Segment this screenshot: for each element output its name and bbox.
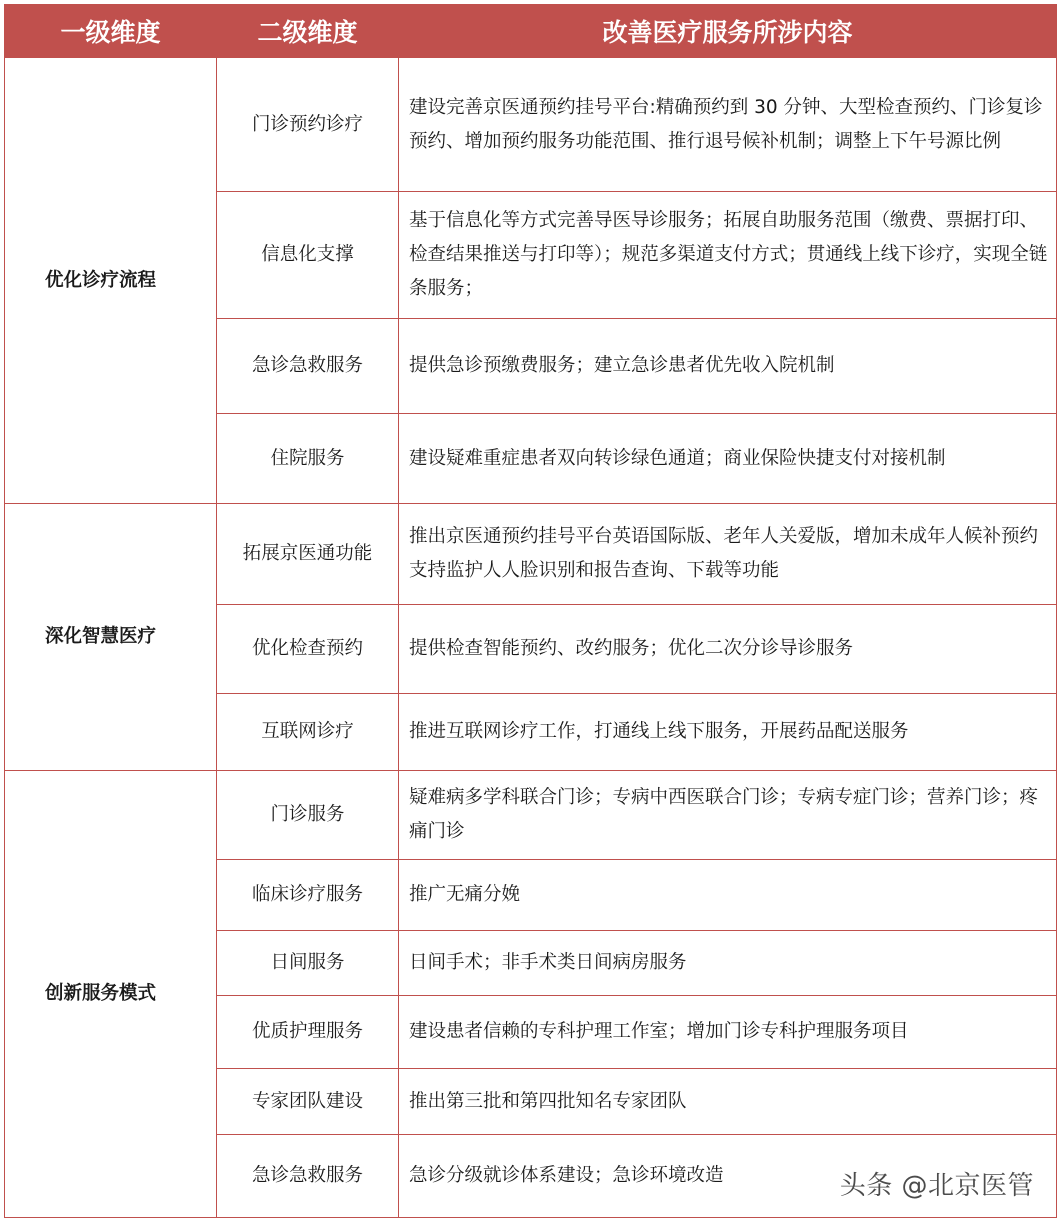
level2-cell: 住院服务 — [217, 414, 399, 504]
content-cell — [399, 694, 1057, 771]
content-text: 提供急诊预缴费服务；建立急诊患者优先收入院机制 — [409, 355, 835, 376]
content-text: 建设完善京医通预约挂号平台:精确预约到 30 分钟、大型检查预约、门诊复诊预约、增加预约服务功能范围、推行退号候补机制；调整上下午号源比例 — [409, 96, 1043, 152]
level2-cell: 互联网诊疗 — [217, 694, 399, 771]
level2-cell: 拓展京医通功能 — [217, 504, 399, 605]
header-row — [5, 5, 1057, 58]
header-level2: 二级维度 — [217, 5, 399, 58]
header-content: 改善医疗服务所涉内容 — [399, 5, 1057, 58]
level1-cell: 优化诊疗流程 — [5, 58, 217, 504]
table-row — [5, 58, 1057, 192]
content-text: 建设疑难重症患者双向转诊绿色通道；商业保险快捷支付对接机制 — [409, 447, 946, 469]
level2-cell: 信息化支撑 — [217, 192, 399, 319]
content-cell — [399, 771, 1057, 860]
level2-cell: 门诊服务 — [217, 771, 399, 860]
content-text: 推广无痛分娩 — [409, 884, 521, 905]
level2-cell: 日间服务 — [217, 931, 399, 996]
level1-cell: 深化智慧医疗 — [5, 504, 217, 771]
content-cell — [399, 192, 1057, 319]
content-cell — [399, 860, 1057, 931]
level2-cell: 专家团队建设 — [217, 1069, 399, 1135]
table-row — [5, 504, 1057, 605]
table-row — [5, 771, 1057, 860]
content-cell — [399, 319, 1057, 414]
content-text: 建设患者信赖的专科护理工作室；增加门诊专科护理服务项目 — [409, 1021, 909, 1042]
level2-cell: 优质护理服务 — [217, 996, 399, 1069]
level2-cell: 急诊急救服务 — [217, 1135, 399, 1218]
content-text: 推进互联网诊疗工作，打通线上线下服务，开展药品配送服务 — [409, 721, 909, 742]
level2-cell: 临床诊疗服务 — [217, 860, 399, 931]
content-cell — [399, 931, 1057, 996]
content-cell — [399, 504, 1057, 605]
content-cell — [399, 58, 1057, 192]
watermark: 头条 @北京医管 — [839, 1171, 1034, 1201]
level2-cell: 优化检查预约 — [217, 605, 399, 694]
level2-cell: 急诊急救服务 — [217, 319, 399, 414]
content-text: 日间手术；非手术类日间病房服务 — [409, 952, 687, 973]
content-text: 推出第三批和第四批知名专家团队 — [409, 1090, 687, 1112]
content-text: 急诊分级就诊体系建设；急诊环境改造 — [409, 1165, 724, 1186]
content-cell — [399, 1069, 1057, 1135]
header-level1: 一级维度 — [5, 5, 217, 58]
content-text: 基于信息化等方式完善导医导诊服务；拓展自助服务范围（缴费、票据打印、检查结果推送与打印等）；规范多渠道支付方式；贯通线上线下诊疗，实现全链条服务； — [409, 210, 1048, 299]
content-cell — [399, 996, 1057, 1069]
content-text: 提供检查智能预约、改约服务；优化二次分诊导诊服务 — [409, 638, 854, 659]
content-cell — [399, 414, 1057, 504]
content-cell — [399, 605, 1057, 694]
medical-service-table — [4, 4, 1057, 1218]
level2-cell: 门诊预约诊疗 — [217, 58, 399, 192]
level1-cell: 创新服务模式 — [5, 771, 217, 1218]
content-text: 疑难病多学科联合门诊；专病中西医联合门诊；专病专症门诊；营养门诊；疼痛门诊 — [409, 787, 1039, 842]
content-text: 推出京医通预约挂号平台英语国际版、老年人关爱版，增加未成年人候补预约支持监护人人脸识别和报告查询、下载等功能 — [409, 526, 1039, 581]
